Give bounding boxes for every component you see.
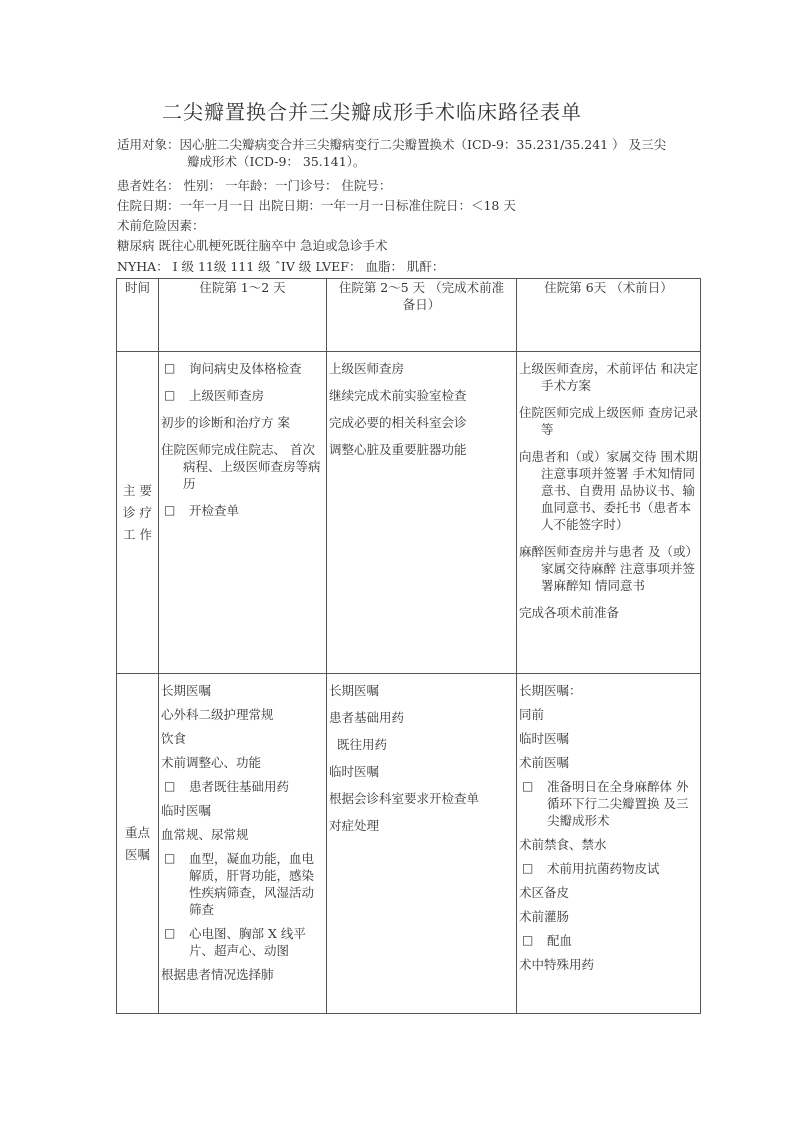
main-work-label: 主 要 诊 疗 工 作 bbox=[117, 352, 159, 674]
list-item bbox=[329, 790, 514, 807]
list-item bbox=[329, 360, 514, 377]
list-item-text: 配血 bbox=[547, 933, 573, 948]
list-item-text: 准备明日在全身麻醉体 外循环下行二尖瓣置换 及三尖瓣成形术 bbox=[547, 779, 689, 828]
list-item-text: 术前禁食、禁水 bbox=[519, 837, 607, 852]
list-item-text: 初步的诊断和治疗方 案 bbox=[161, 415, 290, 430]
list-item-text: 术前用抗菌药物皮试 bbox=[547, 861, 660, 876]
list-item bbox=[161, 414, 324, 431]
list-item-text: 上级医师查房，术前评估 和决定手术方案 bbox=[519, 361, 698, 393]
list-item-text: 开检查单 bbox=[189, 503, 240, 518]
list-item bbox=[519, 360, 698, 394]
risk-factors-label: 术前危险因素： bbox=[117, 218, 205, 233]
page-title: 二尖瓣置换合并三尖瓣成形手术临床路径表单 bbox=[162, 100, 582, 124]
orders-day1-2 bbox=[159, 674, 327, 1014]
checkbox-icon: □ bbox=[164, 361, 176, 375]
list-item-text: 上级医师查房 bbox=[329, 361, 405, 376]
list-item bbox=[161, 850, 324, 918]
list-item bbox=[161, 682, 324, 699]
list-item bbox=[161, 778, 324, 795]
header-day2-5: 住院第 2〜5 天 （完成术前准备日） bbox=[327, 279, 517, 352]
list-item-text: 心外科二级护理常规 bbox=[161, 707, 274, 722]
list-item-text: 对症处理 bbox=[329, 818, 380, 833]
main-work-day1-2 bbox=[159, 352, 327, 674]
list-item-text: 同前 bbox=[519, 707, 545, 722]
list-item-text: 既往用药 bbox=[337, 737, 388, 752]
list-item bbox=[161, 802, 324, 819]
list-item-text: 调整心脏及重要脏器功能 bbox=[329, 442, 467, 457]
list-item bbox=[161, 441, 324, 492]
list-item-text: 麻醉医师查房并与患者 及（或）家属交待麻醉 注意事项并签署麻醉知 情同意书 bbox=[519, 544, 698, 593]
checkbox-icon: □ bbox=[522, 779, 534, 793]
list-item bbox=[519, 932, 698, 949]
list-item bbox=[519, 884, 698, 901]
orders-day2-5 bbox=[327, 674, 517, 1014]
list-item-text: 长期医嘱 bbox=[161, 683, 212, 698]
list-item bbox=[519, 706, 698, 723]
list-item bbox=[329, 682, 514, 699]
list-item bbox=[161, 925, 324, 959]
list-item bbox=[329, 441, 514, 458]
list-item bbox=[329, 414, 514, 431]
list-item bbox=[519, 730, 698, 747]
list-item-text: 临时医嘱 bbox=[161, 803, 212, 818]
list-item bbox=[519, 604, 698, 621]
list-item-text: 患者既往基础用药 bbox=[189, 779, 290, 794]
list-item bbox=[161, 730, 324, 747]
list-item-text: 完成各项术前准备 bbox=[519, 605, 620, 620]
list-item bbox=[161, 966, 324, 983]
list-item bbox=[519, 908, 698, 925]
list-item bbox=[161, 502, 324, 519]
list-item-text: 临时医嘱 bbox=[519, 731, 570, 746]
applies-to-line2: 瓣成形术（ICD-9： 35.141）。 bbox=[187, 154, 366, 169]
list-item-text: 饮食 bbox=[161, 731, 187, 746]
list-item bbox=[329, 709, 514, 726]
list-item-text: 术区备皮 bbox=[519, 885, 570, 900]
checkbox-icon: □ bbox=[164, 851, 176, 865]
header-time: 时间 bbox=[117, 279, 159, 352]
list-item bbox=[329, 736, 514, 753]
main-work-day2-5 bbox=[327, 352, 517, 674]
header-day1-2: 住院第 1〜2 天 bbox=[159, 279, 327, 352]
orders-day6 bbox=[517, 674, 701, 1014]
list-item bbox=[519, 543, 698, 594]
list-item-text: 上级医师查房 bbox=[189, 388, 265, 403]
list-item bbox=[519, 956, 698, 973]
list-item-text: 患者基础用药 bbox=[329, 710, 405, 725]
list-item-text: 术中特殊用药 bbox=[519, 957, 595, 972]
checkbox-icon: □ bbox=[164, 779, 176, 793]
list-item bbox=[329, 763, 514, 780]
list-item-text: 住院医师完成住院志、 首次病程、上级医师查房等病历 bbox=[161, 442, 321, 491]
list-item bbox=[519, 860, 698, 877]
list-item-text: 术前医嘱 bbox=[519, 755, 570, 770]
list-item-text: 根据会诊科室要求开检查单 bbox=[329, 791, 480, 806]
list-item bbox=[329, 387, 514, 404]
orders-label: 重点 医嘱 bbox=[117, 674, 159, 1014]
list-item bbox=[519, 754, 698, 771]
main-work-day6 bbox=[517, 352, 701, 674]
list-item bbox=[161, 387, 324, 404]
list-item-text: 询问病史及体格检查 bbox=[189, 361, 302, 376]
list-item-text: 完成必要的相关科室会诊 bbox=[329, 415, 467, 430]
list-item bbox=[519, 778, 698, 829]
list-item-text: 术前灌肠 bbox=[519, 909, 570, 924]
checkbox-icon: □ bbox=[164, 388, 176, 402]
checkbox-icon: □ bbox=[522, 933, 534, 947]
list-item-text: 根据患者情况选择肺 bbox=[161, 967, 274, 982]
patient-info-line: 患者姓名： 性别： 一年龄：一门诊号： 住院号： bbox=[117, 178, 392, 193]
list-item bbox=[519, 836, 698, 853]
list-item-text: 继续完成术前实验室检查 bbox=[329, 388, 467, 403]
list-item-text: 血型，凝血功能，血电解质，肝肾功能，感染性疾病筛查，风湿活动筛查 bbox=[189, 851, 315, 917]
checkbox-icon: □ bbox=[164, 926, 176, 940]
clinical-pathway-table bbox=[116, 278, 701, 1014]
list-item-text: 血常规、尿常规 bbox=[161, 827, 249, 842]
list-item-text: 术前调整心、功能 bbox=[161, 755, 262, 770]
applies-to-line1: 适用对象：因心脏二尖瓣病变合并三尖瓣病变行二尖瓣置换术（ICD-9：35.231/35.241 ） 及三尖 bbox=[117, 137, 667, 152]
list-item-text: 住院医师完成上级医师 查房记录等 bbox=[519, 405, 698, 437]
list-item bbox=[519, 682, 698, 699]
checkbox-icon: □ bbox=[522, 861, 534, 875]
list-item-text: 临时医嘱 bbox=[329, 764, 380, 779]
orders-row bbox=[117, 674, 701, 1014]
list-item-text: 长期医嘱 bbox=[329, 683, 380, 698]
list-item bbox=[161, 706, 324, 723]
nyha-line: NYHA： I 级 11级 111 级 ˆIV 级 LVEF： 血脂： 肌酐： bbox=[117, 259, 445, 274]
list-item-text: 向患者和（或）家属交待 围术期注意事项并签署 手术知情同意书、自费用 品协议书、输血同意书、委托书（患者本人不能签字时） bbox=[519, 449, 698, 532]
list-item-text: 心电图、胸部 X 线平 片、超声心、动图 bbox=[189, 926, 306, 958]
list-item bbox=[329, 817, 514, 834]
list-item bbox=[161, 360, 324, 377]
checkbox-icon: □ bbox=[164, 503, 176, 517]
applies-to bbox=[117, 136, 702, 170]
header-row bbox=[117, 279, 701, 352]
header-day6: 住院第 6天 （术前日） bbox=[517, 279, 701, 352]
list-item bbox=[519, 448, 698, 533]
list-item bbox=[519, 404, 698, 438]
list-item bbox=[161, 826, 324, 843]
dates-line: 住院日期：一年一月一日 出院日期：一年一月一日标准住院日：＜18 天 bbox=[117, 198, 516, 213]
risk-factors-items: 糖尿病 既往心肌梗死既往脑卒中 急迫或急诊手术 bbox=[117, 238, 388, 253]
list-item-text: 长期医嘱： bbox=[519, 683, 582, 698]
main-work-row bbox=[117, 352, 701, 674]
list-item bbox=[161, 754, 324, 771]
